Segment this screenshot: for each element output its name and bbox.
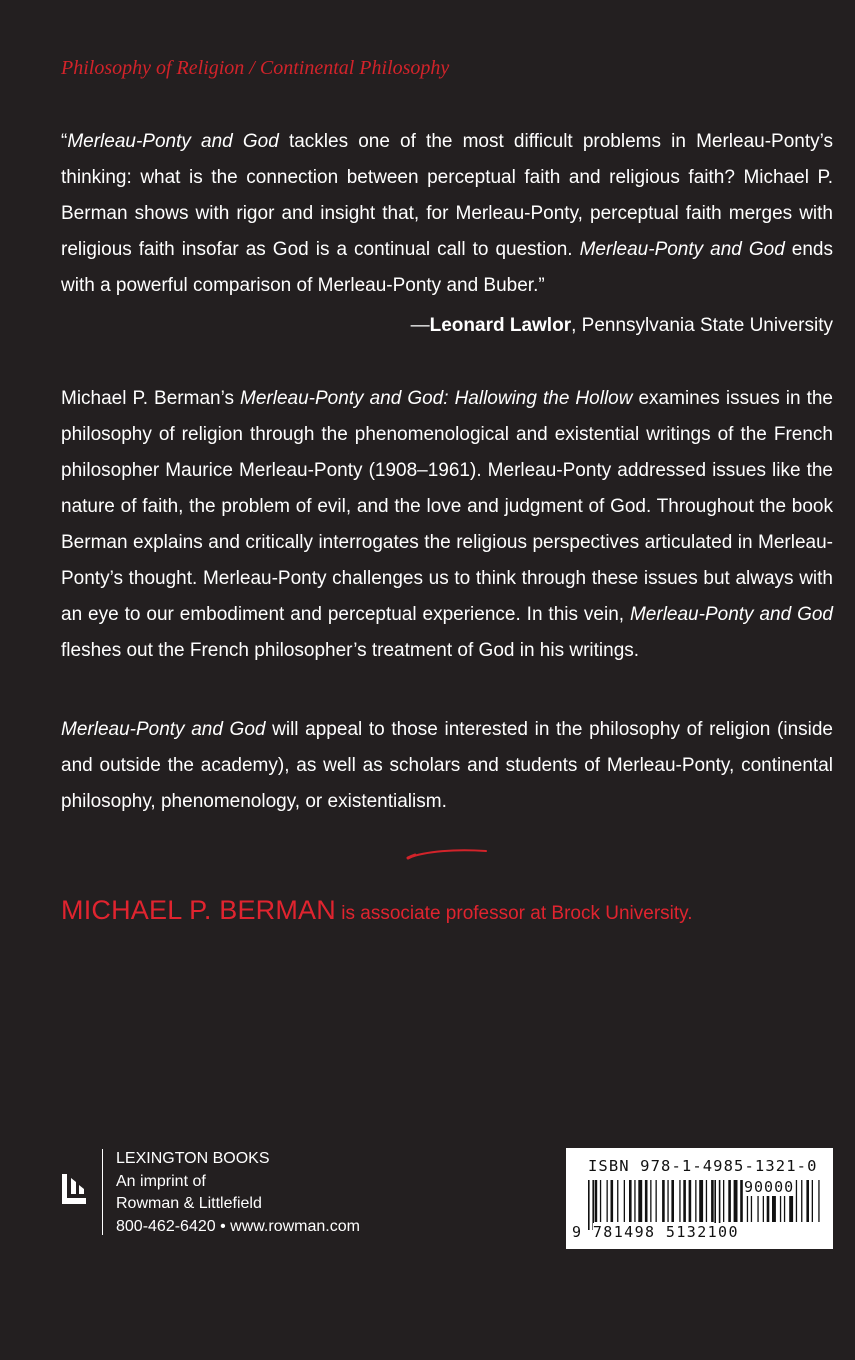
barcode-bar: [607, 1180, 608, 1222]
barcode-bar: [671, 1180, 674, 1222]
barcode-bar: [662, 1180, 665, 1222]
barcode-bar: [728, 1180, 731, 1222]
description-text: fleshes out the French philosopher’s treatment of God in his writings.: [61, 640, 640, 661]
open-quote: “: [61, 131, 68, 152]
publisher-contact: 800-462-6420 • www.rowman.com: [116, 1217, 360, 1235]
barcode-bar: [806, 1180, 809, 1222]
ean-end-digit: 0: [728, 1223, 739, 1241]
audience-paragraph: [61, 712, 833, 820]
barcode-bar: [818, 1180, 819, 1222]
author-name: MICHAEL P. BERMAN: [61, 895, 336, 925]
audience-text: will appeal to those interested in the philosophy of religion (inside and outside the academy), as well as scholars and students of Merleau-Ponty, continental philosophy, phenomenology, or existentialism.: [61, 719, 833, 812]
publisher-divider: [102, 1149, 103, 1235]
barcode-bar: [629, 1180, 632, 1222]
barcode-bar: [683, 1180, 686, 1222]
barcode-bar: [667, 1180, 668, 1222]
endorsement-text: tackles one of the most difficult problems in Merleau-Ponty’s thinking: what is the connection between perceptual faith and religious faith? Michael P. Berman shows with rigor and insight that, for Merleau-Ponty, perceptual faith merges with religious faith insofar as God is a continual call to question.: [61, 131, 833, 260]
ean-first-digit: 9: [572, 1223, 583, 1241]
decorative-swash: [406, 846, 490, 862]
barcode-bar: [656, 1180, 657, 1222]
isbn-label: ISBN 978-1-4985-1321-0: [588, 1157, 818, 1175]
book-description: [61, 381, 833, 669]
barcode-bar: [634, 1180, 635, 1222]
barcode-bar: [695, 1180, 696, 1222]
barcode-bar: [650, 1180, 651, 1222]
ean-right-digits: 513210: [665, 1223, 729, 1241]
barcode-bar: [812, 1180, 813, 1222]
author-bio: [61, 895, 693, 926]
barcode-bar: [706, 1180, 707, 1222]
barcode-bar: [740, 1180, 743, 1222]
barcode-bar: [617, 1180, 618, 1222]
book-title: Merleau-Ponty and God: [67, 131, 279, 152]
description-text: Michael P. Berman’s: [61, 388, 240, 409]
barcode-bar: [624, 1180, 625, 1222]
book-title: Merleau-Ponty and God: [579, 239, 785, 260]
isbn-barcode: [566, 1148, 833, 1249]
book-title: Merleau-Ponty and God: [61, 719, 266, 740]
category-label: Philosophy of Religion / Continental Philosophy: [61, 57, 450, 79]
endorsement-quote: [61, 124, 833, 304]
attribution-dash: —: [410, 315, 430, 336]
publisher-imprint: An imprint of: [116, 1172, 206, 1190]
book-title: Merleau-Ponty and God: Hallowing the Hollow: [240, 388, 633, 409]
barcode-bar: [689, 1180, 692, 1222]
price-code: 90000: [744, 1178, 795, 1196]
barcode-bar: [734, 1180, 738, 1222]
barcode-bar: [711, 1180, 714, 1222]
barcode-bar: [645, 1180, 648, 1222]
ean-left-digits: 781498: [592, 1223, 656, 1241]
barcode-bar: [611, 1180, 614, 1222]
endorsement-attribution: [411, 312, 833, 340]
book-title: Merleau-Ponty and God: [629, 604, 833, 625]
lexington-books-logo-icon: [60, 1172, 88, 1206]
barcode-bar: [638, 1180, 642, 1222]
publisher-info: [116, 1148, 360, 1238]
endorser-name: Leonard Lawlor: [429, 315, 572, 336]
description-text: examines issues in the philosophy of religion through the phenomenological and existential writings of the French philosopher Maurice Merleau-Ponty (1908–1961). Merleau-Ponty addressed issues like the nature of faith, the problem of evil, and the love and judgment of God. Throughout the book Berman explains and critically interrogates the religious perspectives articulated in Merleau-Ponty’s thought. Merleau-Ponty challenges us to think through these issues but always with an eye to our embodiment and perceptual experience. In this vein,: [61, 388, 833, 625]
barcode-bar: [600, 1180, 601, 1222]
barcode-bar: [679, 1180, 680, 1222]
endorser-affiliation: , Pennsylvania State University: [571, 315, 833, 336]
barcode-bar: [723, 1180, 724, 1222]
publisher-parent: Rowman & Littlefield: [116, 1195, 262, 1212]
barcode-bar: [796, 1180, 797, 1222]
ean-digits: [572, 1223, 739, 1241]
endorsement-text: ends with a powerful comparison of Merleau-Ponty and Buber.”: [61, 239, 833, 296]
author-bio-text: is associate professor at Brock University.: [335, 903, 693, 924]
publisher-name: LEXINGTON BOOKS: [116, 1150, 270, 1167]
barcode-bar: [699, 1180, 703, 1222]
barcode-bar: [595, 1180, 598, 1222]
barcode-bar: [801, 1180, 802, 1222]
